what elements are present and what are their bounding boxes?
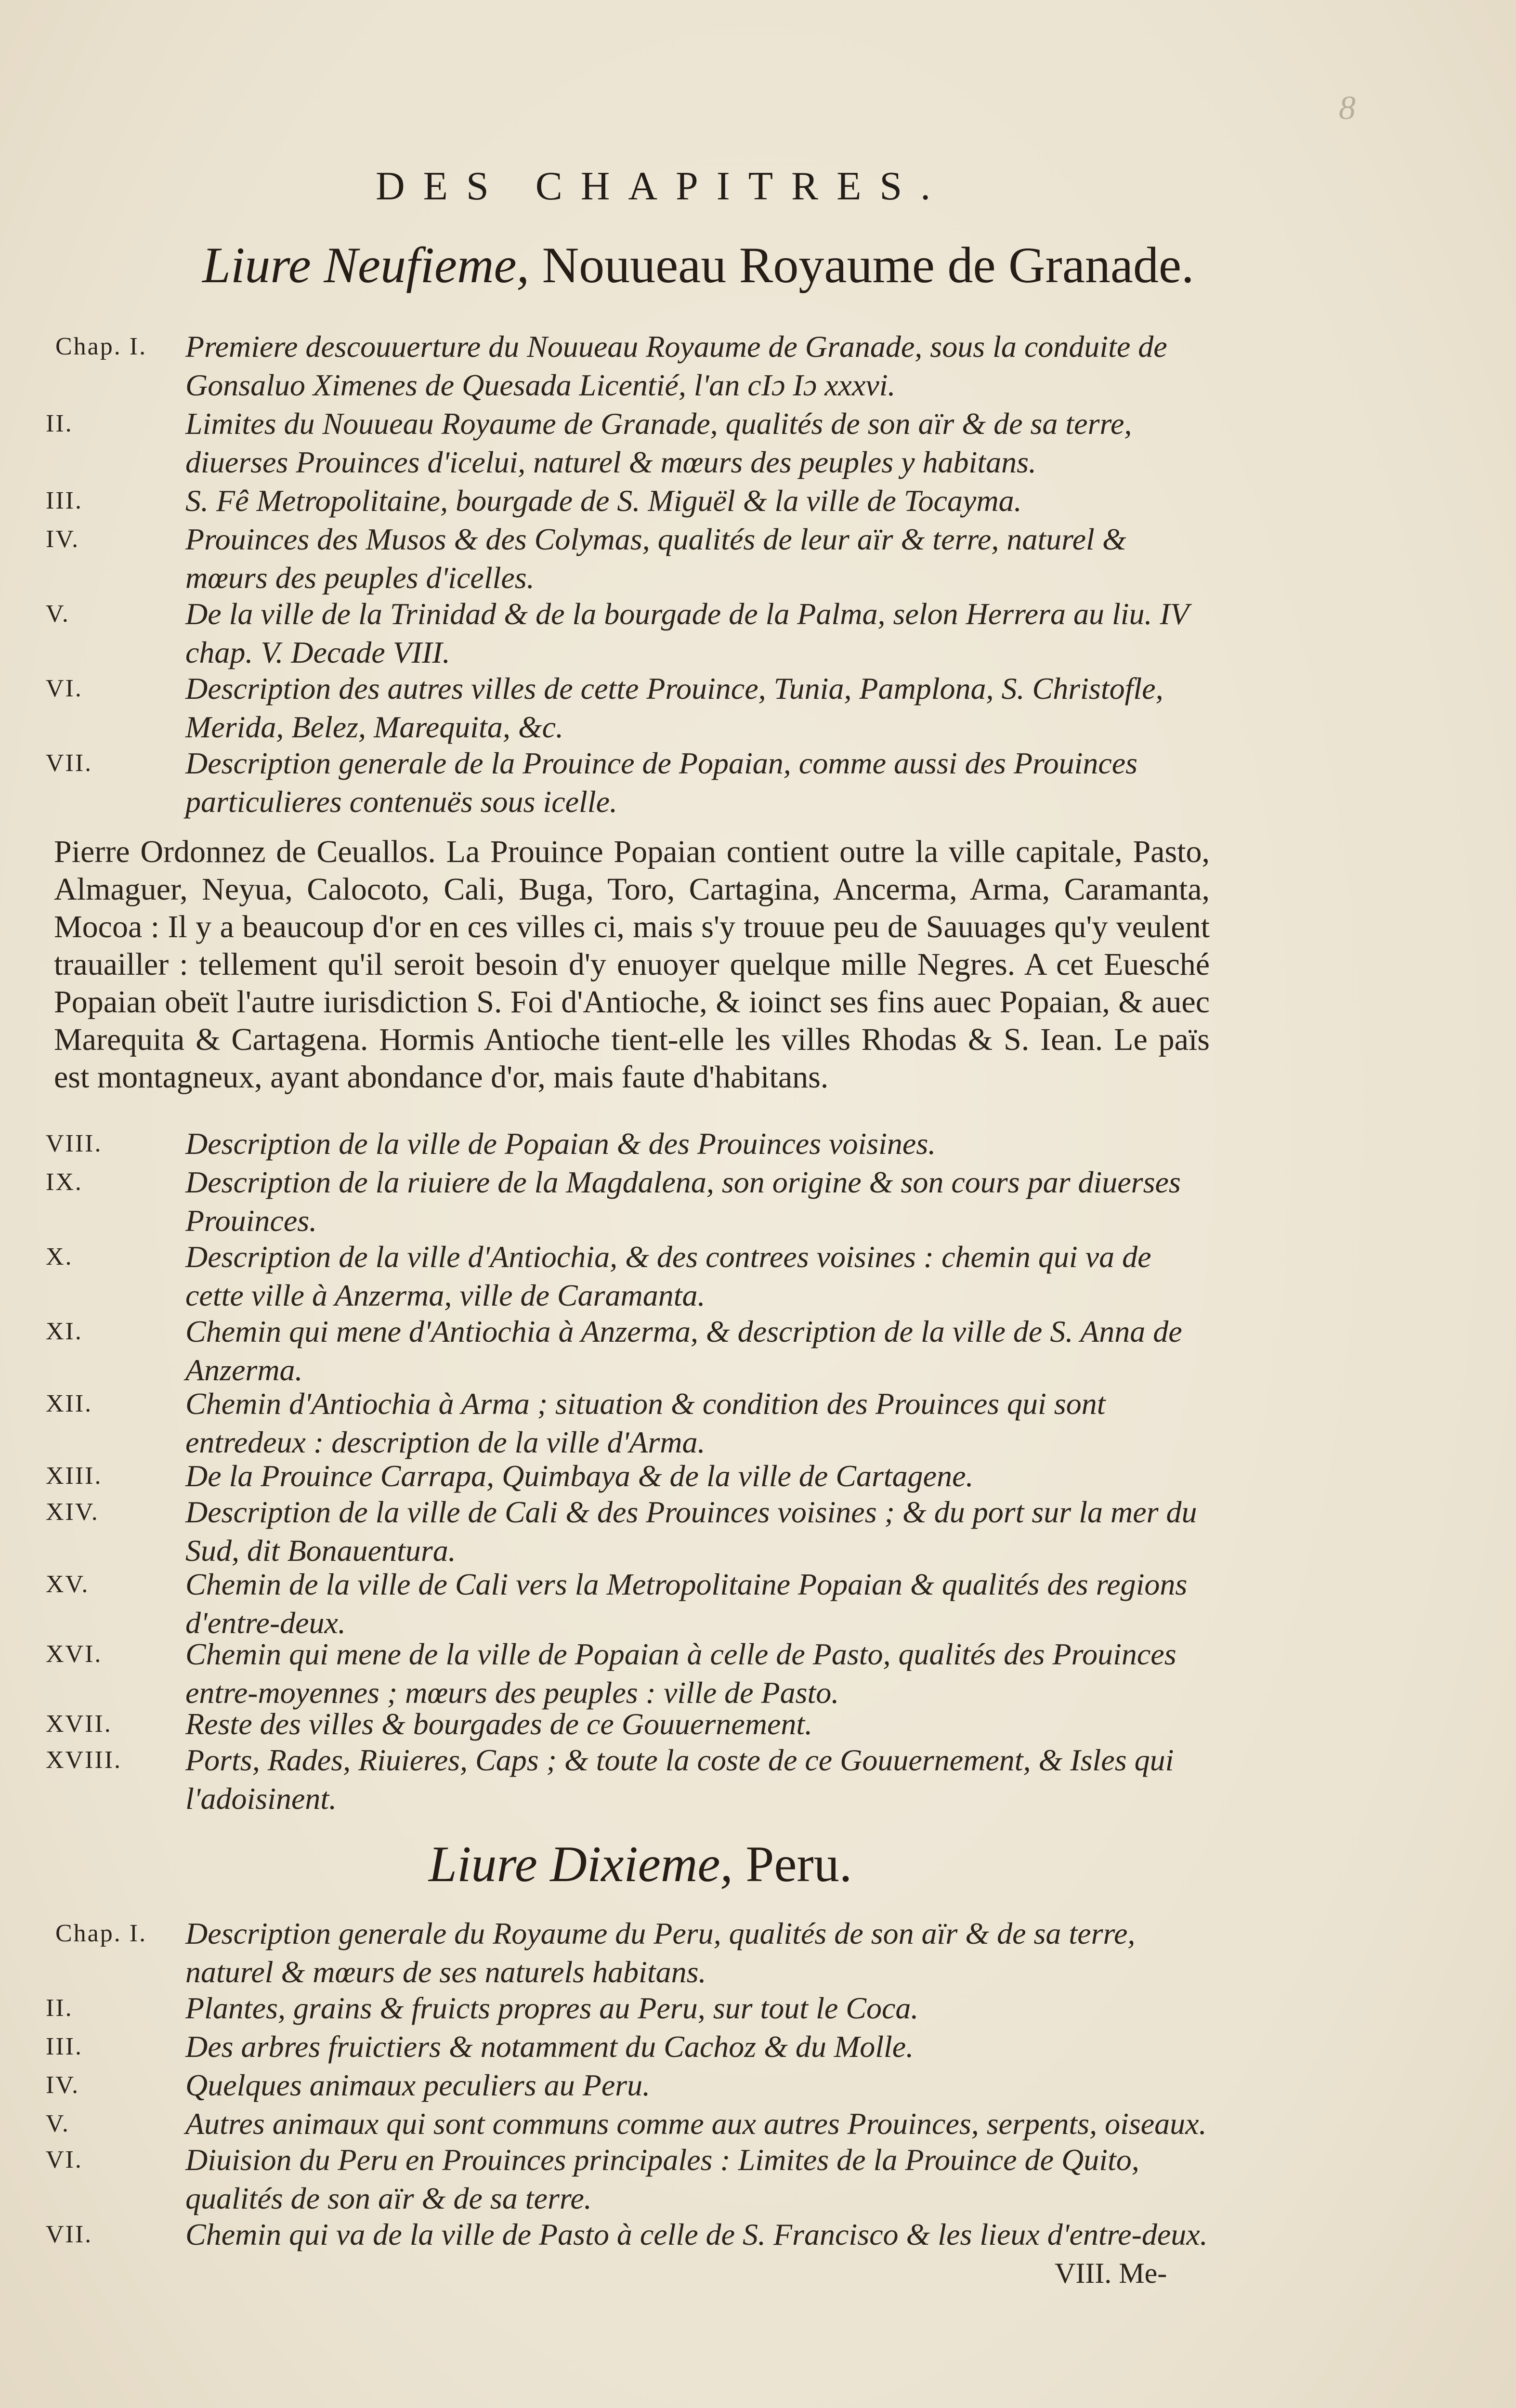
chapter-summary: Premiere descouuerture du Nouueau Royaume de Granade, sous la conduite de Gonsaluo Ximenes de Quesada Licentié, l'an cIɔ Iɔ xxxvi. [185, 329, 1167, 402]
chapter-summary: Description generale de la Prouince de Popaian, comme aussi des Prouinces particulieres contenuës sous icelle. [185, 746, 1138, 819]
chapter-summary: Description de la ville de Popaian & des Prouinces voisines. [185, 1126, 936, 1161]
chapter-summary: Description generale du Royaume du Peru, qualités de son aïr & de sa terre, naturel & mœurs de ses naturels habitans. [185, 1916, 1136, 1989]
toc-entry [46, 1705, 1211, 1743]
chapter-summary: Des arbres fruictiers & notamment du Cachoz & du Molle. [185, 2029, 914, 2064]
chapter-number: VII. [46, 2221, 93, 2248]
book-title-ix [202, 236, 1194, 295]
chapter-summary: Chemin de la ville de Cali vers la Metropolitaine Popaian & qualités des regions d'entre-deux. [185, 1567, 1188, 1640]
toc-entry [46, 2028, 1211, 2066]
toc-entry [46, 1457, 1211, 1495]
chapter-number: X. [46, 1243, 73, 1270]
chapter-summary: Plantes, grains & fruicts propres au Peru, sur tout le Coca. [185, 1991, 919, 2025]
toc-entry [46, 405, 1211, 482]
chapter-number: XVIII. [46, 1746, 122, 1774]
toc-entry [46, 520, 1211, 597]
book-title-x-italic: Liure Dixieme, [429, 1836, 733, 1892]
chapter-number: XVI. [46, 1640, 103, 1668]
chapter-number: IX. [46, 1168, 83, 1196]
chapter-number: III. [46, 2033, 83, 2060]
toc-entry [46, 1312, 1211, 1389]
chapter-number: XV. [46, 1570, 90, 1598]
toc-entry [46, 1493, 1211, 1570]
toc-entry [46, 2215, 1211, 2254]
chapter-number: Chap. I. [55, 333, 147, 360]
chapter-number: VI. [46, 675, 83, 702]
chapter-number: V. [46, 2110, 70, 2137]
folio-number: 8 [1339, 90, 1356, 127]
book-title-x-roman: Peru. [732, 1836, 852, 1892]
toc-entry [46, 1163, 1211, 1240]
chapter-summary: Prouinces des Musos & des Colymas, qualités de leur aïr & terre, naturel & mœurs des peuples d'icelles. [185, 522, 1126, 595]
chapter-number: XIV. [46, 1498, 99, 1526]
chapter-summary: Chemin qui mene d'Antiochia à Anzerma, & description de la ville de S. Anna de Anzerma. [185, 1314, 1182, 1387]
toc-entry [46, 1385, 1211, 1462]
chapter-summary: Reste des villes & bourgades de ce Gouuernement. [185, 1707, 813, 1741]
chapter-summary: Ports, Rades, Riuieres, Caps ; & toute la coste de ce Gouuernement, & Isles qui l'adoisinent. [185, 1743, 1174, 1816]
chapter-number: XIII. [46, 1462, 103, 1490]
chapter-summary: Description de la ville de Cali & des Prouinces voisines ; & du port sur la mer du Sud, dit Bonauentura. [185, 1495, 1197, 1568]
toc-entry [55, 327, 1211, 405]
book-title-ix-italic: Liure Neufieme, [202, 237, 530, 293]
chapter-summary: Description des autres villes de cette Prouince, Tunia, Pamplona, S. Christofle, Merida, Belez, Marequita, &c. [185, 671, 1163, 744]
chapter-number: XVII. [46, 1710, 112, 1738]
toc-entry [46, 1125, 1211, 1163]
chapter-summary: De la Prouince Carrapa, Quimbaya & de la ville de Cartagene. [185, 1459, 974, 1493]
chapter-summary: Limites du Nouueau Royaume de Granade, qualités de son aïr & de sa terre, diuerses Prouinces d'icelui, naturel & mœurs des peuples y habitans. [185, 406, 1132, 479]
chapter-summary: Chemin d'Antiochia à Arma ; situation & condition des Prouinces qui sont entredeux : description de la ville d'Arma. [185, 1387, 1106, 1459]
toc-entry [46, 1238, 1211, 1315]
chapter-number: VI. [46, 2146, 83, 2173]
chapter-summary: S. Fê Metropolitaine, bourgade de S. Miguël & la ville de Tocayma. [185, 484, 1022, 518]
toc-entry [46, 595, 1211, 672]
chapter-number: IV. [46, 2071, 80, 2099]
chapter-summary: Chemin qui va de la ville de Pasto à celle de S. Francisco & les lieux d'entre-deux. [185, 2217, 1208, 2251]
chapter-summary: Quelques animaux peculiers au Peru. [185, 2068, 651, 2102]
chapter-number: XII. [46, 1390, 93, 1417]
chapter-number: II. [46, 410, 73, 437]
toc-entry [46, 2066, 1211, 2105]
chapter-number: II. [46, 1994, 73, 2022]
chapter-number: VIII. [46, 1130, 103, 1157]
chapter-summary: Autres animaux qui sont communs comme aux autres Prouinces, serpents, oiseaux. [185, 2107, 1207, 2141]
running-head: DES CHAPITRES. [376, 164, 949, 209]
chapter-summary: Description de la riuiere de la Magdalena, son origine & son cours par diuerses Prouinces. [185, 1165, 1181, 1238]
book-title-ix-roman: Nouueau Royaume de Granade. [529, 237, 1194, 293]
chapter-number: XI. [46, 1318, 83, 1345]
chapter-summary: Chemin qui mene de la ville de Popaian à celle de Pasto, qualités des Prouinces entre-moyennes ; mœurs des peuples : ville de Pasto. [185, 1637, 1176, 1710]
toc-entry [46, 2105, 1211, 2143]
toc-entry [46, 1989, 1211, 2028]
chapter-summary: De la ville de la Trinidad & de la bourgade de la Palma, selon Herrera au liu. IV chap. V. Decade VIII. [185, 597, 1189, 669]
toc-entry [46, 1635, 1211, 1712]
book-title-x [429, 1835, 852, 1894]
chapter-number: VII. [46, 749, 93, 777]
toc-entry [46, 1741, 1211, 1818]
toc-entry [46, 2141, 1211, 2218]
toc-entry [46, 1565, 1211, 1642]
catchword: VIII. Me- [1055, 2257, 1167, 2289]
toc-entry [46, 482, 1211, 520]
chapter-summary: Diuision du Peru en Prouinces principales : Limites de la Prouince de Quito, qualités de son aïr & de sa terre. [185, 2143, 1139, 2215]
body-paragraph: Pierre Ordonnez de Ceuallos. La Prouince Popaian contient outre la ville capitale, Pasto, Almaguer, Neyua, Calocoto, Cali, Buga, Toro, Cartagina, Ancerma, Arma, Caramanta, Mocoa : Il y a beaucoup d'or en ces villes ci, mais s'y trouue peu de Sauuages qu'y veulent trauailler : tellement qu'il seroit besoin d'y enuoyer quelque mille Negres. A cet Euesché Popaian obeït l'autre iurisdiction S. Foi d'Antioche, & ioinct ses fins auec Popaian, & auec Marequita & Cartagena. Hormis Antioche tient-elle les villes Rhodas & S. Iean. Le païs est montagneux, ayant abondance d'or, mais faute d'habitans. [54, 834, 1210, 1095]
chapter-number: Chap. I. [55, 1920, 147, 1947]
chapter-number: V. [46, 600, 70, 628]
chapter-summary: Description de la ville d'Antiochia, & des contrees voisines : chemin qui va de cette ville à Anzerma, ville de Caramanta. [185, 1240, 1151, 1312]
toc-entry [46, 744, 1211, 821]
chapter-number: III. [46, 487, 83, 514]
toc-entry [46, 669, 1211, 746]
toc-entry [55, 1914, 1211, 1991]
chapter-number: IV. [46, 525, 80, 553]
